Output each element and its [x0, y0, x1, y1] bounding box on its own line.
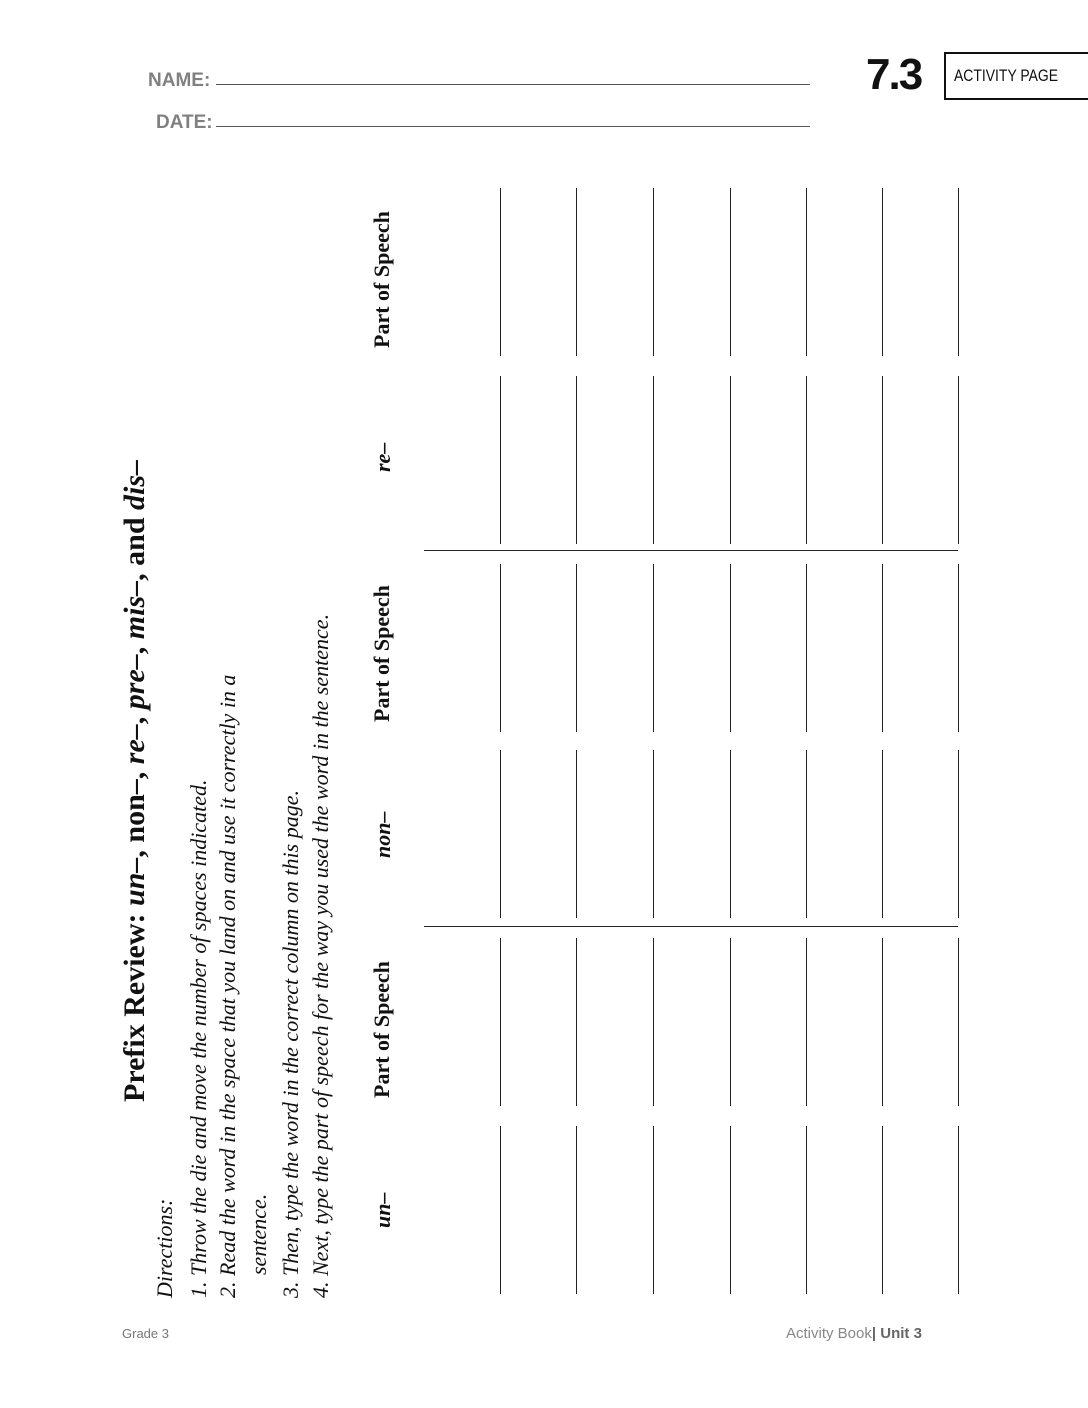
answer-line[interactable]: [882, 188, 883, 356]
title-prefix-non: non–: [118, 779, 151, 843]
answer-line[interactable]: [882, 564, 883, 732]
answer-line[interactable]: [882, 1126, 883, 1294]
answer-line[interactable]: [882, 938, 883, 1106]
answer-line[interactable]: [576, 938, 577, 1106]
title-sep-5: , and: [118, 509, 151, 581]
answer-line[interactable]: [958, 376, 959, 544]
title-prefix-un: un–: [118, 857, 151, 906]
answer-line[interactable]: [576, 376, 577, 544]
group-divider-2: [424, 926, 958, 927]
column-header-part-of-speech-2: Part of Speech: [369, 585, 394, 722]
answer-line[interactable]: [958, 750, 959, 918]
date-line[interactable]: [216, 126, 810, 127]
answer-line[interactable]: [500, 750, 501, 918]
footer-separator: |: [871, 1325, 877, 1342]
answer-line[interactable]: [958, 938, 959, 1106]
title-sep-2: ,: [118, 764, 151, 780]
footer-grade: Grade 3: [122, 1326, 169, 1341]
column-header-non: non–: [370, 811, 395, 858]
answer-line[interactable]: [806, 938, 807, 1106]
group-divider-1: [424, 550, 958, 551]
answer-line[interactable]: [576, 564, 577, 732]
answer-line[interactable]: [576, 1126, 577, 1294]
answer-line[interactable]: [958, 564, 959, 732]
title-sep-4: ,: [118, 639, 151, 655]
answer-line[interactable]: [806, 188, 807, 356]
answer-line[interactable]: [806, 376, 807, 544]
answer-line[interactable]: [730, 750, 731, 918]
answer-line[interactable]: [730, 188, 731, 356]
title-prefix-mis: mis–: [118, 580, 151, 640]
answer-line[interactable]: [500, 376, 501, 544]
direction-step-1: 1. Throw the die and move the number of spaces indicated.: [186, 779, 211, 1298]
answer-line[interactable]: [653, 188, 654, 356]
answer-line[interactable]: [500, 188, 501, 356]
column-header-re: re–: [370, 442, 395, 472]
answer-line[interactable]: [653, 1126, 654, 1294]
name-label: NAME:: [148, 70, 211, 91]
title-sep-3: ,: [118, 709, 151, 725]
answer-line[interactable]: [730, 938, 731, 1106]
footer-book-name: Activity Book: [786, 1325, 872, 1342]
answer-line[interactable]: [882, 750, 883, 918]
answer-line[interactable]: [730, 564, 731, 732]
answer-line[interactable]: [806, 1126, 807, 1294]
answer-line[interactable]: [806, 750, 807, 918]
answer-line[interactable]: [958, 188, 959, 356]
title-prefix-pre: pre–: [118, 654, 151, 710]
answer-line[interactable]: [500, 938, 501, 1106]
name-line[interactable]: [216, 84, 810, 85]
title-prefix: Prefix Review:: [118, 905, 151, 1102]
answer-line[interactable]: [653, 564, 654, 732]
title-prefix-re: re–: [118, 724, 151, 765]
activity-label: ACTIVITY PAGE: [954, 66, 1059, 85]
answer-line[interactable]: [653, 938, 654, 1106]
title-prefix-dis: dis–: [118, 459, 151, 510]
activity-number: 7.3: [866, 50, 922, 99]
direction-step-3: 3. Then, type the word in the correct column on this page.: [278, 790, 303, 1298]
answer-line[interactable]: [576, 188, 577, 356]
direction-step-4: 4. Next, type the part of speech for the way you used the word in the sentence.: [308, 613, 333, 1298]
directions-label: Directions:: [152, 1198, 177, 1298]
direction-step-2: 2. Read the word in the space that you land on and use it correctly in a: [215, 674, 240, 1298]
direction-step-2-cont: sentence.: [246, 1193, 271, 1275]
column-header-part-of-speech-1: Part of Speech: [369, 961, 394, 1098]
date-label: DATE:: [156, 112, 213, 133]
answer-line[interactable]: [653, 750, 654, 918]
column-header-un: un–: [370, 1192, 395, 1228]
answer-line[interactable]: [806, 564, 807, 732]
answer-line[interactable]: [500, 1126, 501, 1294]
answer-line[interactable]: [730, 376, 731, 544]
answer-line[interactable]: [882, 376, 883, 544]
title-sep-1: ,: [118, 842, 151, 858]
answer-line[interactable]: [576, 750, 577, 918]
footer-book: [786, 1325, 922, 1342]
footer-unit: Unit 3: [880, 1325, 922, 1342]
column-header-part-of-speech-3: Part of Speech: [369, 211, 394, 348]
answer-line[interactable]: [653, 376, 654, 544]
answer-line[interactable]: [500, 564, 501, 732]
answer-line[interactable]: [958, 1126, 959, 1294]
answer-line[interactable]: [730, 1126, 731, 1294]
page-title: [118, 460, 152, 1102]
